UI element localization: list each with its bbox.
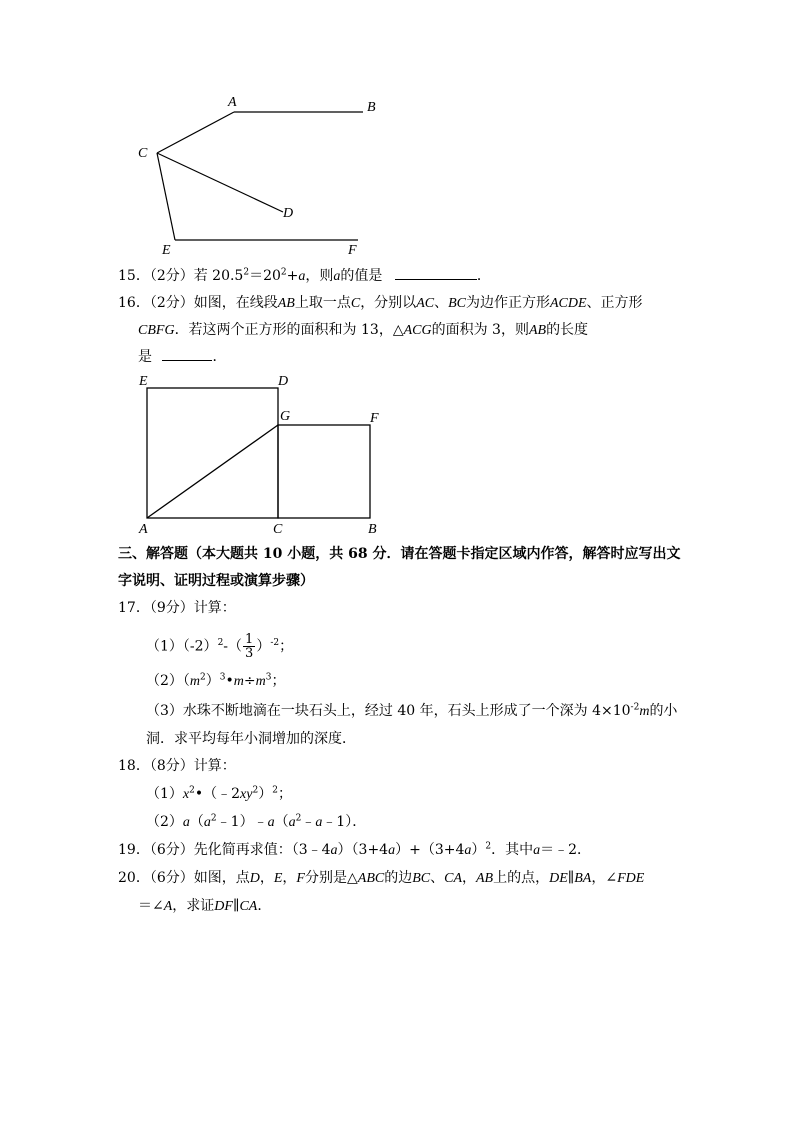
question-17-part3-line2: 洞．求平均每年小洞增加的深度． [146,731,356,747]
fraction-one-third: $\frac{1}{3}$ [245,632,254,661]
label-F2: F [370,411,379,426]
segment-CA [157,112,234,153]
section-3-heading-line1: 三、解答题（本大题共 10 小题，共 68 分．请在答题卡指定区域内作答，解答时应写出文 [118,546,681,562]
question-17-part1: $(1)(-2)^2-$（ $\frac{1}{3}$ ）$^{-2}$； [146,632,294,661]
answer-blank-15[interactable] [395,265,477,280]
question-17-head: 17．（9分）计算： [118,600,236,616]
label-D2: D [278,374,289,389]
question-15: 15．（2分）若 $20.5^2=20^2+a$，则a的值是 ． [118,265,688,287]
label-C2: C [273,522,283,537]
figure-two-squares [132,370,392,542]
segment-CD [157,153,283,212]
square-CBFG [278,425,370,518]
question-16-line3: 是 ． [138,346,708,367]
label-B: B [367,100,376,115]
question-18-part1: $(1)x^2•(﹣2xy^2)^2$； [146,785,292,802]
question-20-line1: 20．（6分）如图，点D，E，F分别是△ABC的边BC、CA，AB上的点，DE∥BA，∠FDE [118,870,645,886]
question-16-line1: 16．（2分）如图，在线段AB上取一点C，分别以AC、BC为边作正方形ACDE、正方形 [118,295,643,311]
question-18-head: 18．（8分）计算： [118,758,236,774]
label-D: D [283,206,294,221]
segment-AG [147,425,278,518]
label-C: C [138,146,148,161]
figure-angle-lines [130,88,390,260]
label-G2: G [280,409,291,424]
question-19: 19．（6分）先化简再求值：$(3﹣4a)(3+4a)+(3+4a)^2$．其中a＝﹣2． [118,841,592,858]
section-3-heading-line2: 字说明、证明过程或演算步骤） [118,573,314,589]
answer-blank-16[interactable] [162,346,212,361]
square-ACDE [147,388,278,518]
label-A: A [228,95,237,110]
label-E2: E [139,374,148,389]
label-F: F [348,243,357,258]
question-20-line2: ＝∠A，求证DF∥CA． [138,898,272,914]
question-17-part2: $(2)(m^2)^3•m\div m^3$； [146,672,286,689]
segment-CE [157,153,175,240]
question-17-part3-line1: （3）水珠不断地滴在一块石头上，经过 40 年，石头上形成了一个深为 $4\times 10^{-2}m$的小 [146,702,678,719]
question-18-part2: $(2)a(a^2﹣1)﹣a(a^2﹣a﹣1)$． [146,813,367,830]
label-E: E [162,243,171,258]
label-B2: B [368,522,377,537]
label-A2: A [139,522,148,537]
question-16-line2: CBFG．若这两个正方形的面积和为 13，△ACG的面积为 3，则AB的长度 [138,322,589,338]
